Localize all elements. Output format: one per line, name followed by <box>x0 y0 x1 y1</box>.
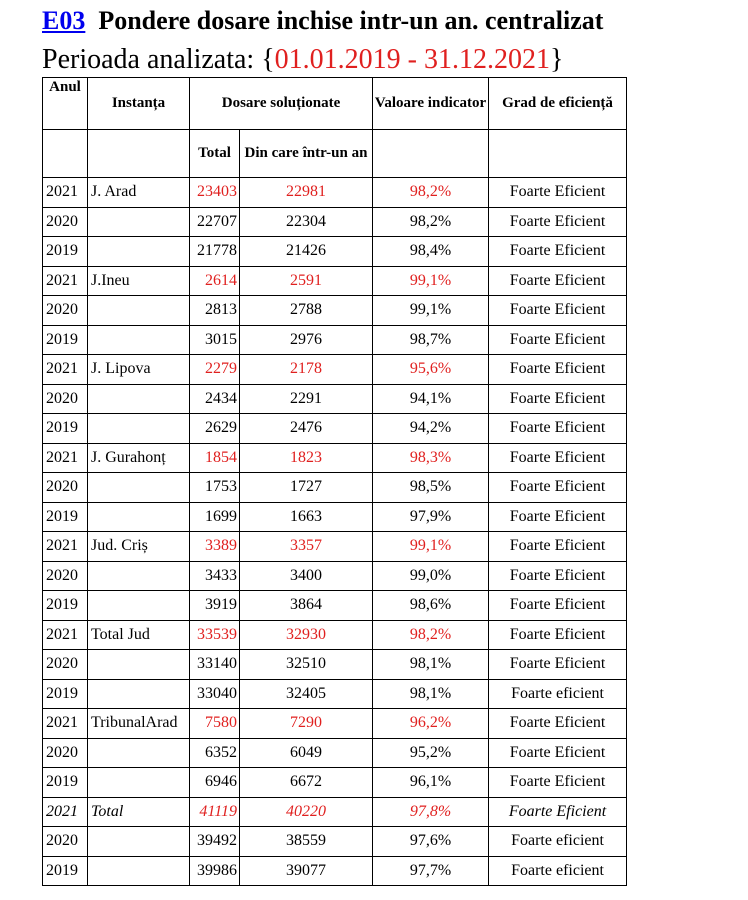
cell-din-care: 22304 <box>240 207 373 237</box>
table-row <box>43 207 627 237</box>
cell-valoare: 98,1% <box>373 679 489 709</box>
header-total: Total <box>190 130 240 178</box>
cell-valoare: 98,5% <box>373 473 489 503</box>
cell-grad: Foarte Eficient <box>489 650 627 680</box>
cell-din-care: 3400 <box>240 561 373 591</box>
cell-din-care: 3357 <box>240 532 373 562</box>
cell-year: 2021 <box>43 620 88 650</box>
cell-total: 3015 <box>190 325 240 355</box>
cell-year: 2019 <box>43 502 88 532</box>
cell-instanta <box>88 237 190 267</box>
cell-din-care: 39077 <box>240 856 373 886</box>
cell-total: 39986 <box>190 856 240 886</box>
cell-din-care: 2591 <box>240 266 373 296</box>
table-row <box>43 738 627 768</box>
cell-grad: Foarte Eficient <box>489 384 627 414</box>
cell-din-care: 1823 <box>240 443 373 473</box>
cell-grad: Foarte Eficient <box>489 414 627 444</box>
cell-valoare: 97,8% <box>373 797 489 827</box>
cell-grad: Foarte Eficient <box>489 207 627 237</box>
cell-year: 2019 <box>43 768 88 798</box>
table-row <box>43 502 627 532</box>
cell-instanta: Total <box>88 797 190 827</box>
cell-year: 2020 <box>43 827 88 857</box>
cell-din-care: 3864 <box>240 591 373 621</box>
cell-din-care: 32405 <box>240 679 373 709</box>
header-valoare: Valoare indicator <box>373 78 489 130</box>
cell-year: 2021 <box>43 355 88 385</box>
cell-din-care: 2178 <box>240 355 373 385</box>
cell-year: 2021 <box>43 443 88 473</box>
cell-din-care: 32510 <box>240 650 373 680</box>
report-code-link[interactable]: E03 <box>42 6 86 35</box>
cell-valoare: 98,1% <box>373 650 489 680</box>
table-row <box>43 178 627 208</box>
table-row <box>43 443 627 473</box>
cell-total: 2279 <box>190 355 240 385</box>
cell-valoare: 98,7% <box>373 325 489 355</box>
cell-din-care: 21426 <box>240 237 373 267</box>
cell-year: 2019 <box>43 237 88 267</box>
cell-total: 41119 <box>190 797 240 827</box>
table-row <box>43 620 627 650</box>
table-row <box>43 237 627 267</box>
cell-valoare: 96,1% <box>373 768 489 798</box>
cell-instanta: Total Jud <box>88 620 190 650</box>
cell-total: 33040 <box>190 679 240 709</box>
cell-total: 7580 <box>190 709 240 739</box>
header-grad: Grad de eficiență <box>489 78 627 130</box>
cell-year: 2021 <box>43 709 88 739</box>
cell-din-care: 1727 <box>240 473 373 503</box>
cell-din-care: 2976 <box>240 325 373 355</box>
cell-year: 2020 <box>43 738 88 768</box>
cell-instanta: J. Arad <box>88 178 190 208</box>
cell-total: 2434 <box>190 384 240 414</box>
cell-valoare: 98,6% <box>373 591 489 621</box>
cell-instanta: J.Ineu <box>88 266 190 296</box>
cell-total: 2614 <box>190 266 240 296</box>
cell-year: 2020 <box>43 561 88 591</box>
cell-total: 22707 <box>190 207 240 237</box>
cell-din-care: 7290 <box>240 709 373 739</box>
cell-valoare: 98,2% <box>373 207 489 237</box>
cell-instanta <box>88 502 190 532</box>
period-range: 01.01.2019 - 31.12.2021 <box>274 44 550 75</box>
cell-grad: Foarte Eficient <box>489 797 627 827</box>
cell-din-care: 22981 <box>240 178 373 208</box>
table-row <box>43 561 627 591</box>
table-row <box>43 827 627 857</box>
cell-instanta: J. Lipova <box>88 355 190 385</box>
results-table <box>42 77 627 886</box>
cell-year: 2020 <box>43 384 88 414</box>
cell-grad: Foarte Eficient <box>489 502 627 532</box>
table-row <box>43 473 627 503</box>
cell-instanta: TribunalArad <box>88 709 190 739</box>
cell-din-care: 6672 <box>240 768 373 798</box>
cell-valoare: 99,1% <box>373 532 489 562</box>
cell-total: 3433 <box>190 561 240 591</box>
cell-total: 2629 <box>190 414 240 444</box>
cell-valoare: 95,6% <box>373 355 489 385</box>
cell-valoare: 99,0% <box>373 561 489 591</box>
cell-year: 2020 <box>43 296 88 326</box>
cell-total: 6946 <box>190 768 240 798</box>
period-open-brace: { <box>261 44 275 75</box>
header-empty <box>88 130 190 178</box>
table-row <box>43 325 627 355</box>
cell-grad: Foarte Eficient <box>489 561 627 591</box>
table-row <box>43 414 627 444</box>
cell-instanta <box>88 650 190 680</box>
cell-instanta <box>88 768 190 798</box>
header-instanta: Instanța <box>88 78 190 130</box>
table-row <box>43 768 627 798</box>
cell-year: 2020 <box>43 650 88 680</box>
cell-din-care: 40220 <box>240 797 373 827</box>
header-anul: Anul <box>43 78 88 130</box>
header-empty <box>489 130 627 178</box>
cell-grad: Foarte Eficient <box>489 443 627 473</box>
cell-grad: Foarte eficient <box>489 679 627 709</box>
cell-instanta <box>88 207 190 237</box>
cell-grad: Foarte eficient <box>489 856 627 886</box>
cell-year: 2019 <box>43 679 88 709</box>
cell-instanta <box>88 296 190 326</box>
header-empty <box>373 130 489 178</box>
report-title-text: Pondere dosare inchise intr-un an. centralizat <box>98 6 604 35</box>
cell-valoare: 97,7% <box>373 856 489 886</box>
cell-grad: Foarte Eficient <box>489 473 627 503</box>
cell-total: 23403 <box>190 178 240 208</box>
cell-grad: Foarte Eficient <box>489 738 627 768</box>
cell-total: 21778 <box>190 237 240 267</box>
cell-instanta <box>88 414 190 444</box>
cell-instanta <box>88 384 190 414</box>
cell-din-care: 2476 <box>240 414 373 444</box>
cell-instanta <box>88 856 190 886</box>
cell-valoare: 97,9% <box>373 502 489 532</box>
cell-grad: Foarte Eficient <box>489 325 627 355</box>
cell-instanta <box>88 325 190 355</box>
cell-year: 2019 <box>43 414 88 444</box>
cell-valoare: 94,2% <box>373 414 489 444</box>
cell-year: 2021 <box>43 532 88 562</box>
cell-total: 1854 <box>190 443 240 473</box>
cell-valoare: 99,1% <box>373 296 489 326</box>
cell-instanta <box>88 827 190 857</box>
cell-instanta <box>88 561 190 591</box>
cell-grad: Foarte Eficient <box>489 355 627 385</box>
cell-instanta <box>88 591 190 621</box>
cell-year: 2021 <box>43 266 88 296</box>
cell-instanta: Jud. Criș <box>88 532 190 562</box>
table-row <box>43 797 627 827</box>
cell-grad: Foarte Eficient <box>489 237 627 267</box>
table-row <box>43 355 627 385</box>
cell-din-care: 2291 <box>240 384 373 414</box>
cell-total: 39492 <box>190 827 240 857</box>
table-row <box>43 296 627 326</box>
cell-grad: Foarte Eficient <box>489 620 627 650</box>
cell-instanta <box>88 473 190 503</box>
cell-valoare: 98,2% <box>373 178 489 208</box>
cell-grad: Foarte Eficient <box>489 591 627 621</box>
table-row <box>43 266 627 296</box>
cell-total: 3389 <box>190 532 240 562</box>
cell-din-care: 38559 <box>240 827 373 857</box>
table-row <box>43 709 627 739</box>
cell-grad: Foarte Eficient <box>489 532 627 562</box>
page-title <box>42 6 603 36</box>
table-row <box>43 679 627 709</box>
cell-year: 2019 <box>43 325 88 355</box>
cell-valoare: 95,2% <box>373 738 489 768</box>
cell-valoare: 98,2% <box>373 620 489 650</box>
table-row <box>43 384 627 414</box>
cell-valoare: 98,4% <box>373 237 489 267</box>
cell-grad: Foarte Eficient <box>489 709 627 739</box>
cell-total: 33539 <box>190 620 240 650</box>
cell-total: 3919 <box>190 591 240 621</box>
table-row <box>43 532 627 562</box>
cell-grad: Foarte Eficient <box>489 178 627 208</box>
cell-total: 1699 <box>190 502 240 532</box>
cell-instanta: J. Gurahonț <box>88 443 190 473</box>
cell-total: 6352 <box>190 738 240 768</box>
cell-total: 1753 <box>190 473 240 503</box>
cell-din-care: 2788 <box>240 296 373 326</box>
cell-grad: Foarte Eficient <box>489 296 627 326</box>
table-row <box>43 856 627 886</box>
cell-grad: Foarte Eficient <box>489 266 627 296</box>
cell-instanta <box>88 679 190 709</box>
header-din-care: Din care într-un an <box>240 130 373 178</box>
cell-valoare: 97,6% <box>373 827 489 857</box>
cell-year: 2019 <box>43 856 88 886</box>
cell-valoare: 98,3% <box>373 443 489 473</box>
cell-year: 2020 <box>43 207 88 237</box>
header-dosare: Dosare soluționate <box>190 78 373 130</box>
cell-instanta <box>88 738 190 768</box>
cell-din-care: 1663 <box>240 502 373 532</box>
cell-year: 2020 <box>43 473 88 503</box>
period-label: Perioada analizata: <box>42 44 255 75</box>
header-empty <box>43 130 88 178</box>
cell-valoare: 94,1% <box>373 384 489 414</box>
cell-din-care: 6049 <box>240 738 373 768</box>
cell-year: 2021 <box>43 797 88 827</box>
table-body <box>43 178 627 886</box>
cell-grad: Foarte Eficient <box>489 768 627 798</box>
cell-year: 2021 <box>43 178 88 208</box>
table-row <box>43 591 627 621</box>
cell-year: 2019 <box>43 591 88 621</box>
cell-din-care: 32930 <box>240 620 373 650</box>
table-row <box>43 650 627 680</box>
cell-total: 33140 <box>190 650 240 680</box>
cell-valoare: 99,1% <box>373 266 489 296</box>
period-line <box>42 44 563 76</box>
cell-total: 2813 <box>190 296 240 326</box>
cell-grad: Foarte eficient <box>489 827 627 857</box>
cell-valoare: 96,2% <box>373 709 489 739</box>
period-close-brace: } <box>550 44 564 75</box>
